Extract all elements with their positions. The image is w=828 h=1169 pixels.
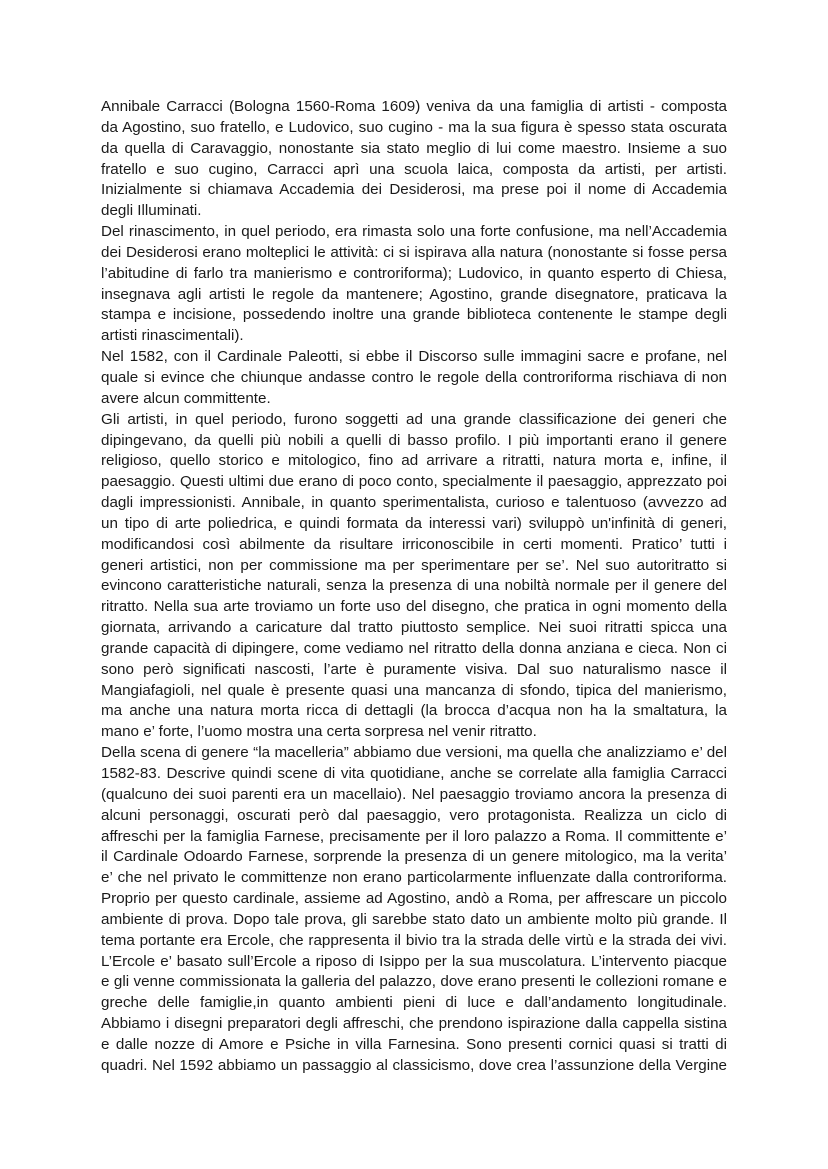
text-line: un tipo di arte poliedrica, e quindi formata da interessi vari) sviluppò un'infinità di generi, bbox=[101, 514, 727, 532]
text-line: dipingevano, da quelli più nobili a quelli di basso profilo. I più importanti erano il genere bbox=[101, 431, 727, 449]
paragraph bbox=[101, 410, 727, 744]
text-line: l’abitudine di farlo tra manierismo e controriforma); Ludovico, in quanto esperto di Chiesa, bbox=[101, 264, 727, 282]
text-line: Gli artisti, in quel periodo, furono soggetti ad una grande classificazione dei generi che bbox=[101, 410, 727, 428]
text-line: Nel 1582, con il Cardinale Paleotti, si ebbe il Discorso sulle immagini sacre e profane, nel bbox=[101, 348, 727, 366]
text-line: ritratto. Nella sua arte troviamo un forte uso del disegno, che pratica in ogni momento della bbox=[101, 598, 727, 616]
text-line: affreschi per la famiglia Farnese, precisamente per il loro palazzo a Roma. Il committente e’ bbox=[101, 827, 727, 845]
text-line: (qualcuno dei suoi parenti era un macellaio). Nel paesaggio troviamo ancora la presenza di bbox=[101, 785, 727, 803]
text-line: modificandosi così abilmente da risultare irriconoscibile in certi momenti. Pratico’ tutti i bbox=[101, 535, 727, 553]
text-line: avere alcun committente. bbox=[101, 389, 271, 407]
text-line: Annibale Carracci (Bologna 1560-Roma 1609) veniva da una famiglia di artisti - composta bbox=[101, 98, 727, 115]
text-line: fratello e suo cugino, Carracci aprì una scuola laica, composta da artisti, per artisti. bbox=[101, 160, 727, 178]
text-line: stampa e incisione, possedendo inoltre una grande biblioteca contenente le stampe degli bbox=[101, 306, 727, 324]
text-line: e dalle nozze di Amore e Psiche in villa Farnesina. Sono presenti cornici quasi si tratti di bbox=[101, 1035, 727, 1053]
text-line: dagli impressionisti. Annibale, in quanto sperimentalista, curioso e talentuoso (avvezzo ad bbox=[101, 494, 727, 512]
paragraph bbox=[101, 743, 727, 1077]
paragraph bbox=[101, 97, 727, 222]
text-line: ambiente di prova. Dopo tale prova, gli sarebbe stato dato un ambiente molto più grande. Il bbox=[101, 910, 727, 928]
text-line: alcuni personaggi, oscurati però dal paesaggio, vero protagonista. Realizza un ciclo di bbox=[101, 806, 727, 824]
text-line: Proprio per questo cardinale, assieme ad Agostino, andò a Roma, per affrescare un piccolo bbox=[101, 890, 727, 908]
text-line: sono però significati nascosti, l’arte è puramente visiva. Dal suo naturalismo nasce il bbox=[101, 660, 727, 678]
text-line: evincono caratteristiche naturali, senza la presenza di una nobiltà normale per il genere del bbox=[101, 577, 727, 595]
paragraph bbox=[101, 222, 727, 347]
text-line: e’ che nel privato le committenze non erano particolarmente influenzate dalla controriforma. bbox=[101, 869, 727, 887]
text-line: Mangiafagioli, nel quale è presente quasi una mancanza di sfondo, tipica del manierismo, bbox=[101, 681, 727, 699]
text-line: generi artistici, non per commissione ma per sperimentare per se’. Nel suo autoritratto si bbox=[101, 556, 727, 574]
text-line: e gli venne commissionata la galleria del palazzo, dove erano presenti le collezioni romane e bbox=[101, 973, 727, 991]
text-line: greche delle famiglie,in quanto ambienti pieni di luce e dall’andamento longitudinale. bbox=[101, 994, 727, 1012]
text-line: artisti rinascimentali). bbox=[101, 327, 244, 345]
text-line: degli Illuminati. bbox=[101, 202, 202, 220]
text-line: religioso, quello storico e mitologico, fino ad arrivare a ritratti, natura morta e, infine, il bbox=[101, 452, 727, 470]
text-line: 1582-83. Descrive quindi scene di vita quotidiane, anche se correlate alla famiglia Carracci bbox=[101, 765, 727, 782]
text-line: mano e’ forte, l’uomo mostra una certa sorpresa nel venir ritratto. bbox=[101, 723, 537, 741]
text-line: quadri. Nel 1592 abbiamo un passaggio al classicismo, dove crea l’assunzione della Vergine bbox=[101, 1056, 727, 1074]
text-line: il Cardinale Odoardo Farnese, sorprende la presenza di un genere mitologico, ma la verita’ bbox=[101, 848, 727, 866]
text-line: paesaggio. Questi ultimi due erano di poco conto, specialmente il paesaggio, apprezzato poi bbox=[101, 473, 727, 491]
text-line: Della scena di genere “la macelleria” abbiamo due versioni, ma quella che analizziamo e’ del bbox=[101, 744, 727, 762]
text-line: Abbiamo i disegni preparatori degli affreschi, che prendono ispirazione dalla cappella sistina bbox=[101, 1015, 727, 1033]
text-line: giornata, arrivando a caricature dal tratto piuttosto semplice. Nei suoi ritratti spicca una bbox=[101, 619, 727, 637]
text-line: da Agostino, suo fratello, e Ludovico, suo cugino - ma la sua figura è spesso stata oscurata bbox=[101, 118, 727, 136]
text-line: Inizialmente si chiamava Accademia dei Desiderosi, ma prese poi il nome di Accademia bbox=[101, 181, 727, 199]
text-line: L’Ercole e’ basato sull’Ercole a riposo di Isippo per la sua muscolatura. L’intervento piacque bbox=[101, 952, 727, 970]
text-line: dei Desiderosi erano molteplici le attività: ci si ispirava alla natura (nonostante si fosse persa bbox=[101, 243, 727, 261]
text-line: insegnava agli artisti le regole da mantenere; Agostino, grande disegnatore, praticava la bbox=[101, 285, 727, 303]
text-line: Del rinascimento, in quel periodo, era rimasta solo una forte confusione, ma nell’Accademia bbox=[101, 223, 727, 241]
text-line: da quella di Caravaggio, nonostante sia stato meglio di lui come maestro. Insieme a suo bbox=[101, 139, 727, 157]
text-line: ma anche una natura morta ricca di dettagli (la brocca d’acqua non ha la smaltatura, la bbox=[101, 702, 727, 720]
text-line: quale si evince che chiunque andasse contro le regole della controriforma rischiava di non bbox=[101, 368, 727, 386]
text-line: tema portante era Ercole, che rappresenta il bivio tra la strada delle virtù e la strada dei vivi. bbox=[101, 931, 727, 949]
text-line: grande capacità di dipingere, come vediamo nel ritratto della donna anziana e cieca. Non ci bbox=[101, 639, 727, 657]
paragraph bbox=[101, 347, 727, 410]
document-page bbox=[101, 97, 727, 1077]
